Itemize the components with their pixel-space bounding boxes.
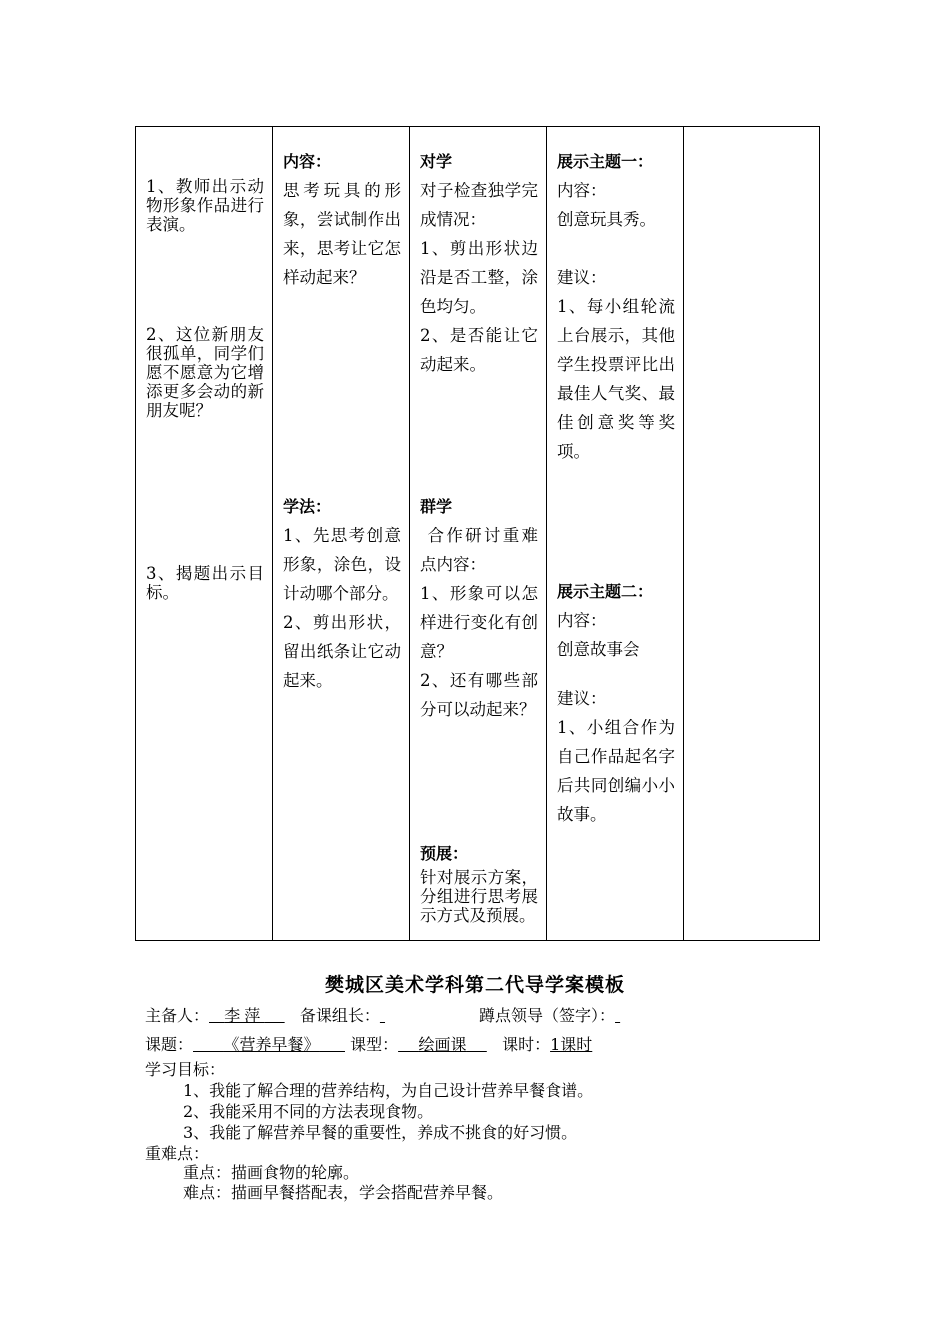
- theme-2-suggest: 1、小组合作为自己作品起名字后共同创编小小故事。: [557, 718, 675, 824]
- group-item-1: 1、形象可以怎样进行变化有创意？: [420, 584, 538, 661]
- teacher-item-3: 3、揭题出示目标。: [146, 564, 264, 602]
- pair-item-2: 2、是否能让它动起来。: [420, 326, 538, 374]
- pair-intro: 对子检查独学完成情况：: [420, 181, 538, 229]
- pair-heading: 对学: [420, 152, 453, 171]
- preparer-line: [145, 1003, 651, 1026]
- table-col-cooperate: [410, 127, 547, 940]
- table-col-show: [547, 127, 684, 940]
- preparer-value: 李萍: [224, 1006, 265, 1025]
- teacher-item-2: 2、这位新朋友很孤单，同学们愿不愿意为它增添更多会动的新朋友呢？: [146, 325, 264, 420]
- pair-study: [420, 147, 538, 379]
- method-item-1: 1、先思考创意形象，涂色，设计动哪个部分。: [283, 526, 401, 603]
- theme-2-content-label: 内容：: [557, 611, 607, 630]
- theme-2-suggest-label: 建议：: [557, 689, 607, 708]
- goals-label: 学习目标：: [145, 1060, 226, 1079]
- hours-value: 1课时: [550, 1035, 593, 1054]
- group-heading: 群学: [420, 497, 453, 516]
- leader-label: 备课组长：: [299, 1006, 380, 1025]
- content-text: 思考玩具的形象，尝试制作出来，思考让它怎样动起来？: [283, 181, 401, 287]
- theme-1-suggest-label: 建议：: [557, 268, 607, 287]
- doc-title: 樊城区美术学科第二代导学案模板: [324, 974, 625, 996]
- method-item-2: 2、剪出形状，留出纸条让它动起来。: [283, 613, 401, 690]
- supervisor-value: [615, 1006, 651, 1025]
- show-theme-2: [557, 577, 675, 829]
- theme-1-content-label: 内容：: [557, 181, 607, 200]
- lesson-table: [135, 126, 820, 941]
- theme-1-suggest: 1、每小组轮流上台展示，其他学生投票评比出最佳人气奖、最佳创意奖等奖项。: [557, 297, 675, 461]
- self-study-method: [283, 492, 401, 695]
- goal-2: 2、我能采用不同的方法表现食物。: [183, 1102, 434, 1121]
- theme-1-content: 创意玩具秀。: [557, 210, 656, 229]
- theme-2-content: 创意故事会: [557, 640, 640, 659]
- group-item-2: 2、还有哪些部分可以动起来？: [420, 671, 538, 719]
- key-point: 重点：描画食物的轮廓。: [183, 1163, 360, 1182]
- self-study-content: [283, 147, 401, 292]
- hours-label: 课时：: [502, 1035, 551, 1054]
- pre-show: [420, 839, 538, 925]
- type-value: 绘画课: [418, 1035, 467, 1054]
- show-theme-1: [557, 147, 675, 466]
- goal-1: 1、我能了解合理的营养结构，为自己设计营养早餐食谱。: [183, 1081, 594, 1100]
- pre-show-text: 针对展示方案，分组进行思考展示方式及预展。: [420, 868, 538, 925]
- content-heading: 内容：: [283, 152, 332, 171]
- table-col-empty: [684, 127, 819, 940]
- theme-2-heading: 展示主题二：: [557, 582, 654, 601]
- group-study: [420, 492, 538, 724]
- group-intro: 合作研讨重难点内容：: [420, 526, 539, 574]
- table-col-self-study: [273, 127, 410, 940]
- leader-value: [380, 1006, 474, 1025]
- key-label: 重难点：: [145, 1144, 210, 1163]
- hard-point: 难点：描画早餐搭配表，学会搭配营养早餐。: [183, 1183, 504, 1202]
- teacher-item-1: 1、教师出示动物形象作品进行表演。: [146, 177, 264, 234]
- topic-line: [145, 1032, 592, 1055]
- preparer-label: 主备人：: [145, 1006, 210, 1025]
- theme-1-heading: 展示主题一：: [557, 152, 654, 171]
- supervisor-label: 蹲点领导（签字）：: [479, 1006, 616, 1025]
- goal-3: 3、我能了解营养早餐的重要性，养成不挑食的好习惯。: [183, 1123, 578, 1142]
- topic-label: 课题：: [145, 1035, 194, 1054]
- table-col-teacher: [136, 127, 273, 940]
- pair-item-1: 1、剪出形状边沿是否工整，涂色均匀。: [420, 239, 538, 316]
- type-label: 课型：: [350, 1035, 399, 1054]
- method-heading: 学法：: [283, 497, 332, 516]
- pre-show-heading: 预展：: [420, 844, 469, 863]
- topic-value: 《营养早餐》: [223, 1035, 320, 1054]
